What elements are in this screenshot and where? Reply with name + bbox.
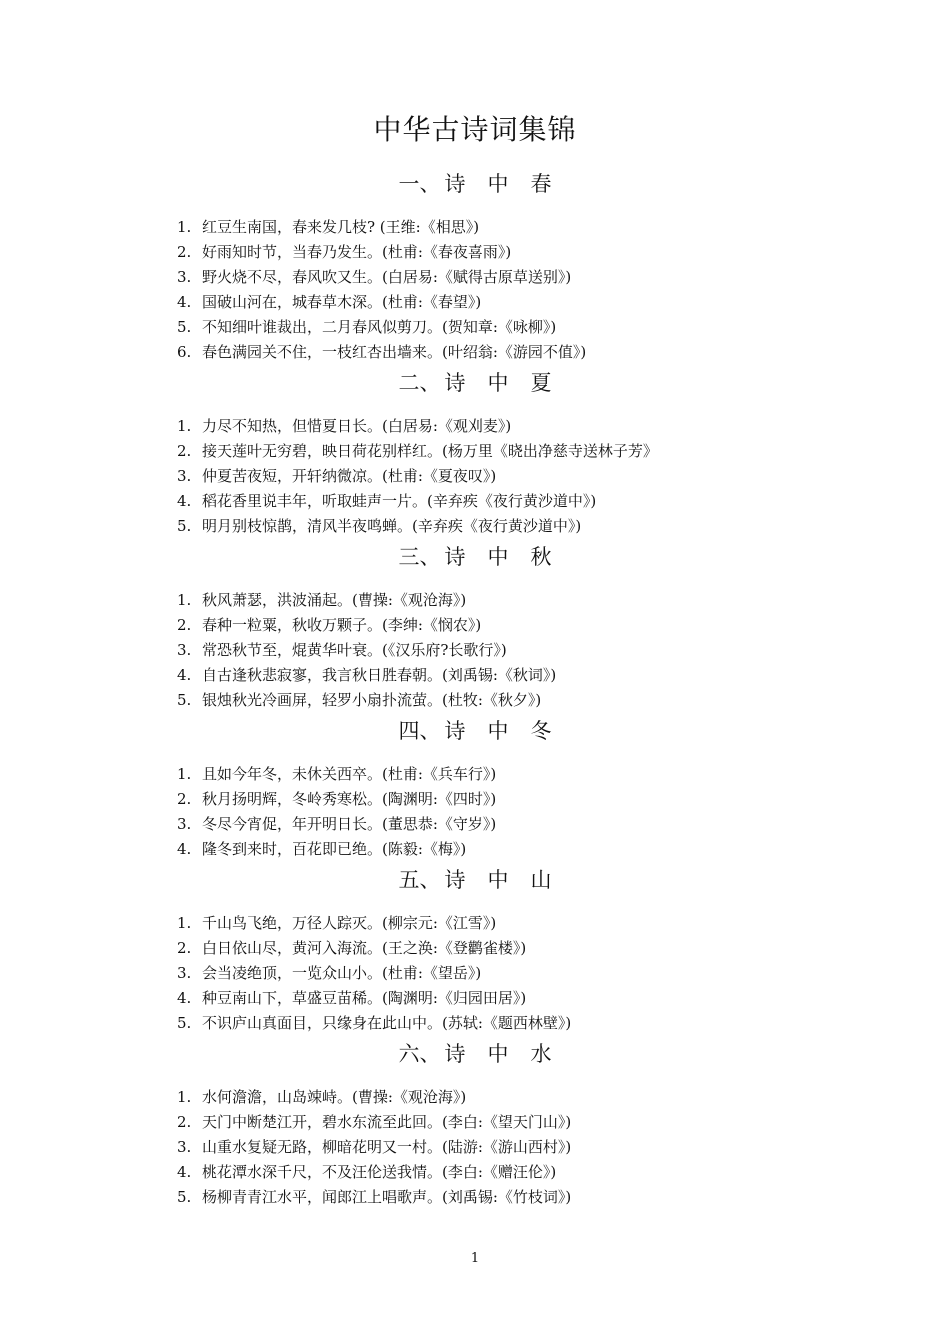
poem-line [0,762,950,787]
poem-text: 秋月扬明辉，冬岭秀寒松。(陶渊明:《四时》) [202,790,497,808]
poem-number: 5. [177,691,192,709]
poem-number: 6. [177,343,192,361]
poem-line [0,837,950,862]
section-heading [0,713,950,749]
poem-line [0,1185,950,1210]
section-heading-word: 五、 [398,868,441,892]
poem-text: 不识庐山真面目，只缘身在此山中。(苏轼:《题西林壁》) [202,1014,572,1032]
section-heading-word: 四、 [398,719,441,743]
poem-text: 国破山河在，城春草木深。(杜甫:《春望》) [202,293,482,311]
section-heading-word: 中 [487,371,509,395]
poem-line [0,290,950,315]
poem-text: 杨柳青青江水平，闻郎江上唱歌声。(刘禹锡:《竹枝词》) [202,1188,572,1206]
poem-number: 3. [177,1138,192,1156]
section-heading-word: 诗 [444,868,466,892]
poem-number: 4. [177,989,192,1007]
poem-line [0,986,950,1011]
poem-line [0,787,950,812]
poem-line [0,638,950,663]
poem-text: 冬尽今宵促，年开明日长。(董思恭:《守岁》) [202,815,497,833]
poem-line [0,240,950,265]
poem-number: 5. [177,1188,192,1206]
poem-line [0,1011,950,1036]
poem-line [0,688,950,713]
poem-line [0,613,950,638]
poem-line [0,1160,950,1185]
poem-text: 会当凌绝顶，一览众山小。(杜甫:《望岳》) [202,964,482,982]
poem-list [0,749,950,862]
poem-section [0,365,950,539]
section-heading-word: 诗 [444,172,466,196]
poem-text: 仲夏苦夜短，开轩纳微凉。(杜甫:《夏夜叹》) [202,467,497,485]
poem-number: 1. [177,914,192,932]
section-heading [0,862,950,898]
poem-section [0,1036,950,1210]
poem-line [0,215,950,240]
section-heading-word: 山 [530,868,552,892]
section-heading-word: 三、 [398,545,441,569]
poem-text: 且如今年冬，未休关西卒。(杜甫:《兵车行》) [202,765,497,783]
poem-number: 4. [177,492,192,510]
poem-line [0,1110,950,1135]
poem-list [0,1072,950,1210]
section-heading-word: 夏 [530,371,552,395]
poem-section [0,539,950,713]
poem-number: 4. [177,293,192,311]
poem-number: 3. [177,964,192,982]
section-heading-word: 诗 [444,719,466,743]
poem-line [0,812,950,837]
poem-line [0,439,950,464]
poem-text: 秋风萧瑟，洪波涌起。(曹操:《观沧海》) [202,591,467,609]
poem-number: 3. [177,815,192,833]
poem-line [0,663,950,688]
poem-text: 力尽不知热，但惜夏日长。(白居易:《观刈麦》) [202,417,512,435]
poem-number: 3. [177,641,192,659]
poem-number: 4. [177,666,192,684]
section-heading-word: 中 [487,172,509,196]
poem-number: 5. [177,318,192,336]
poem-number: 2. [177,442,192,460]
poem-section [0,166,950,365]
page-number: 1 [470,1251,480,1266]
poem-line [0,340,950,365]
section-heading [0,1036,950,1072]
poem-number: 4. [177,840,192,858]
section-heading [0,166,950,202]
poem-text: 白日依山尽，黄河入海流。(王之涣:《登鹳雀楼》) [202,939,527,957]
poem-list [0,202,950,365]
poem-number: 5. [177,517,192,535]
poem-text: 隆冬到来时，百花即已绝。(陈毅:《梅》) [202,840,467,858]
poem-number: 2. [177,616,192,634]
poem-number: 3. [177,268,192,286]
poem-text: 天门中断楚江开，碧水东流至此回。(李白:《望天门山》) [202,1113,572,1131]
poem-number: 2. [177,939,192,957]
section-heading-word: 冬 [530,719,552,743]
poem-line [0,265,950,290]
section-heading-word: 二、 [398,371,441,395]
poem-line [0,489,950,514]
section-heading-word: 秋 [530,545,552,569]
poem-text: 自古逢秋悲寂寥，我言秋日胜春朝。(刘禹锡:《秋词》) [202,666,557,684]
poem-text: 种豆南山下，草盛豆苗稀。(陶渊明:《归园田居》) [202,989,527,1007]
poem-line [0,911,950,936]
section-heading-word: 中 [487,868,509,892]
poem-number: 5. [177,1014,192,1032]
poem-text: 接天莲叶无穷碧，映日荷花别样红。(杨万里《晓出净慈寺送林子芳》 [202,442,658,460]
section-heading-word: 春 [530,172,552,196]
sections-container [0,166,950,1210]
poem-line [0,961,950,986]
section-heading [0,539,950,575]
poem-line [0,514,950,539]
poem-section [0,713,950,862]
poem-number: 4. [177,1163,192,1181]
document-title: 中华古诗词集锦 [373,113,577,146]
section-heading-word: 六、 [398,1042,441,1066]
poem-number: 3. [177,467,192,485]
poem-number: 1. [177,1088,192,1106]
poem-text: 好雨知时节，当春乃发生。(杜甫:《春夜喜雨》) [202,243,512,261]
poem-number: 1. [177,417,192,435]
section-heading-word: 一、 [398,172,441,196]
poem-text: 春色满园关不住，一枝红杏出墙来。(叶绍翁:《游园不值》) [202,343,587,361]
poem-list [0,898,950,1036]
poem-list [0,575,950,713]
poem-number: 1. [177,765,192,783]
poem-text: 红豆生南国，春来发几枝? (王维:《相思》) [202,218,480,236]
poem-text: 春种一粒粟，秋收万颗子。(李绅:《悯农》) [202,616,482,634]
poem-text: 银烛秋光冷画屏，轻罗小扇扑流萤。(杜牧:《秋夕》) [202,691,542,709]
section-heading-word: 诗 [444,545,466,569]
poem-number: 1. [177,218,192,236]
section-heading-word: 诗 [444,1042,466,1066]
poem-line [0,936,950,961]
section-heading-word: 诗 [444,371,466,395]
poem-line [0,1085,950,1110]
poem-text: 常恐秋节至，焜黄华叶衰。(《汉乐府?长歌行》) [202,641,507,659]
poem-line [0,315,950,340]
poem-text: 千山鸟飞绝，万径人踪灭。(柳宗元:《江雪》) [202,914,497,932]
poem-line [0,414,950,439]
poem-line [0,1135,950,1160]
poem-text: 水何澹澹，山岛竦峙。(曹操:《观沧海》) [202,1088,467,1106]
poem-section [0,862,950,1036]
poem-line [0,588,950,613]
poem-text: 桃花潭水深千尺，不及汪伦送我情。(李白:《赠汪伦》) [202,1163,557,1181]
section-heading-word: 中 [487,1042,509,1066]
section-heading-word: 中 [487,545,509,569]
poem-number: 2. [177,243,192,261]
section-heading [0,365,950,401]
poem-number: 2. [177,1113,192,1131]
poem-text: 稻花香里说丰年，听取蛙声一片。(辛弃疾《夜行黄沙道中》) [202,492,597,510]
poem-text: 明月别枝惊鹊，清风半夜鸣蝉。(辛弃疾《夜行黄沙道中》) [202,517,582,535]
poem-text: 野火烧不尽，春风吹又生。(白居易:《赋得古原草送别》) [202,268,572,286]
poem-list [0,401,950,539]
poem-number: 2. [177,790,192,808]
poem-text: 山重水复疑无路，柳暗花明又一村。(陆游:《游山西村》) [202,1138,572,1156]
section-heading-word: 中 [487,719,509,743]
poem-line [0,464,950,489]
poem-text: 不知细叶谁裁出，二月春风似剪刀。(贺知章:《咏柳》) [202,318,557,336]
poem-number: 1. [177,591,192,609]
section-heading-word: 水 [530,1042,552,1066]
